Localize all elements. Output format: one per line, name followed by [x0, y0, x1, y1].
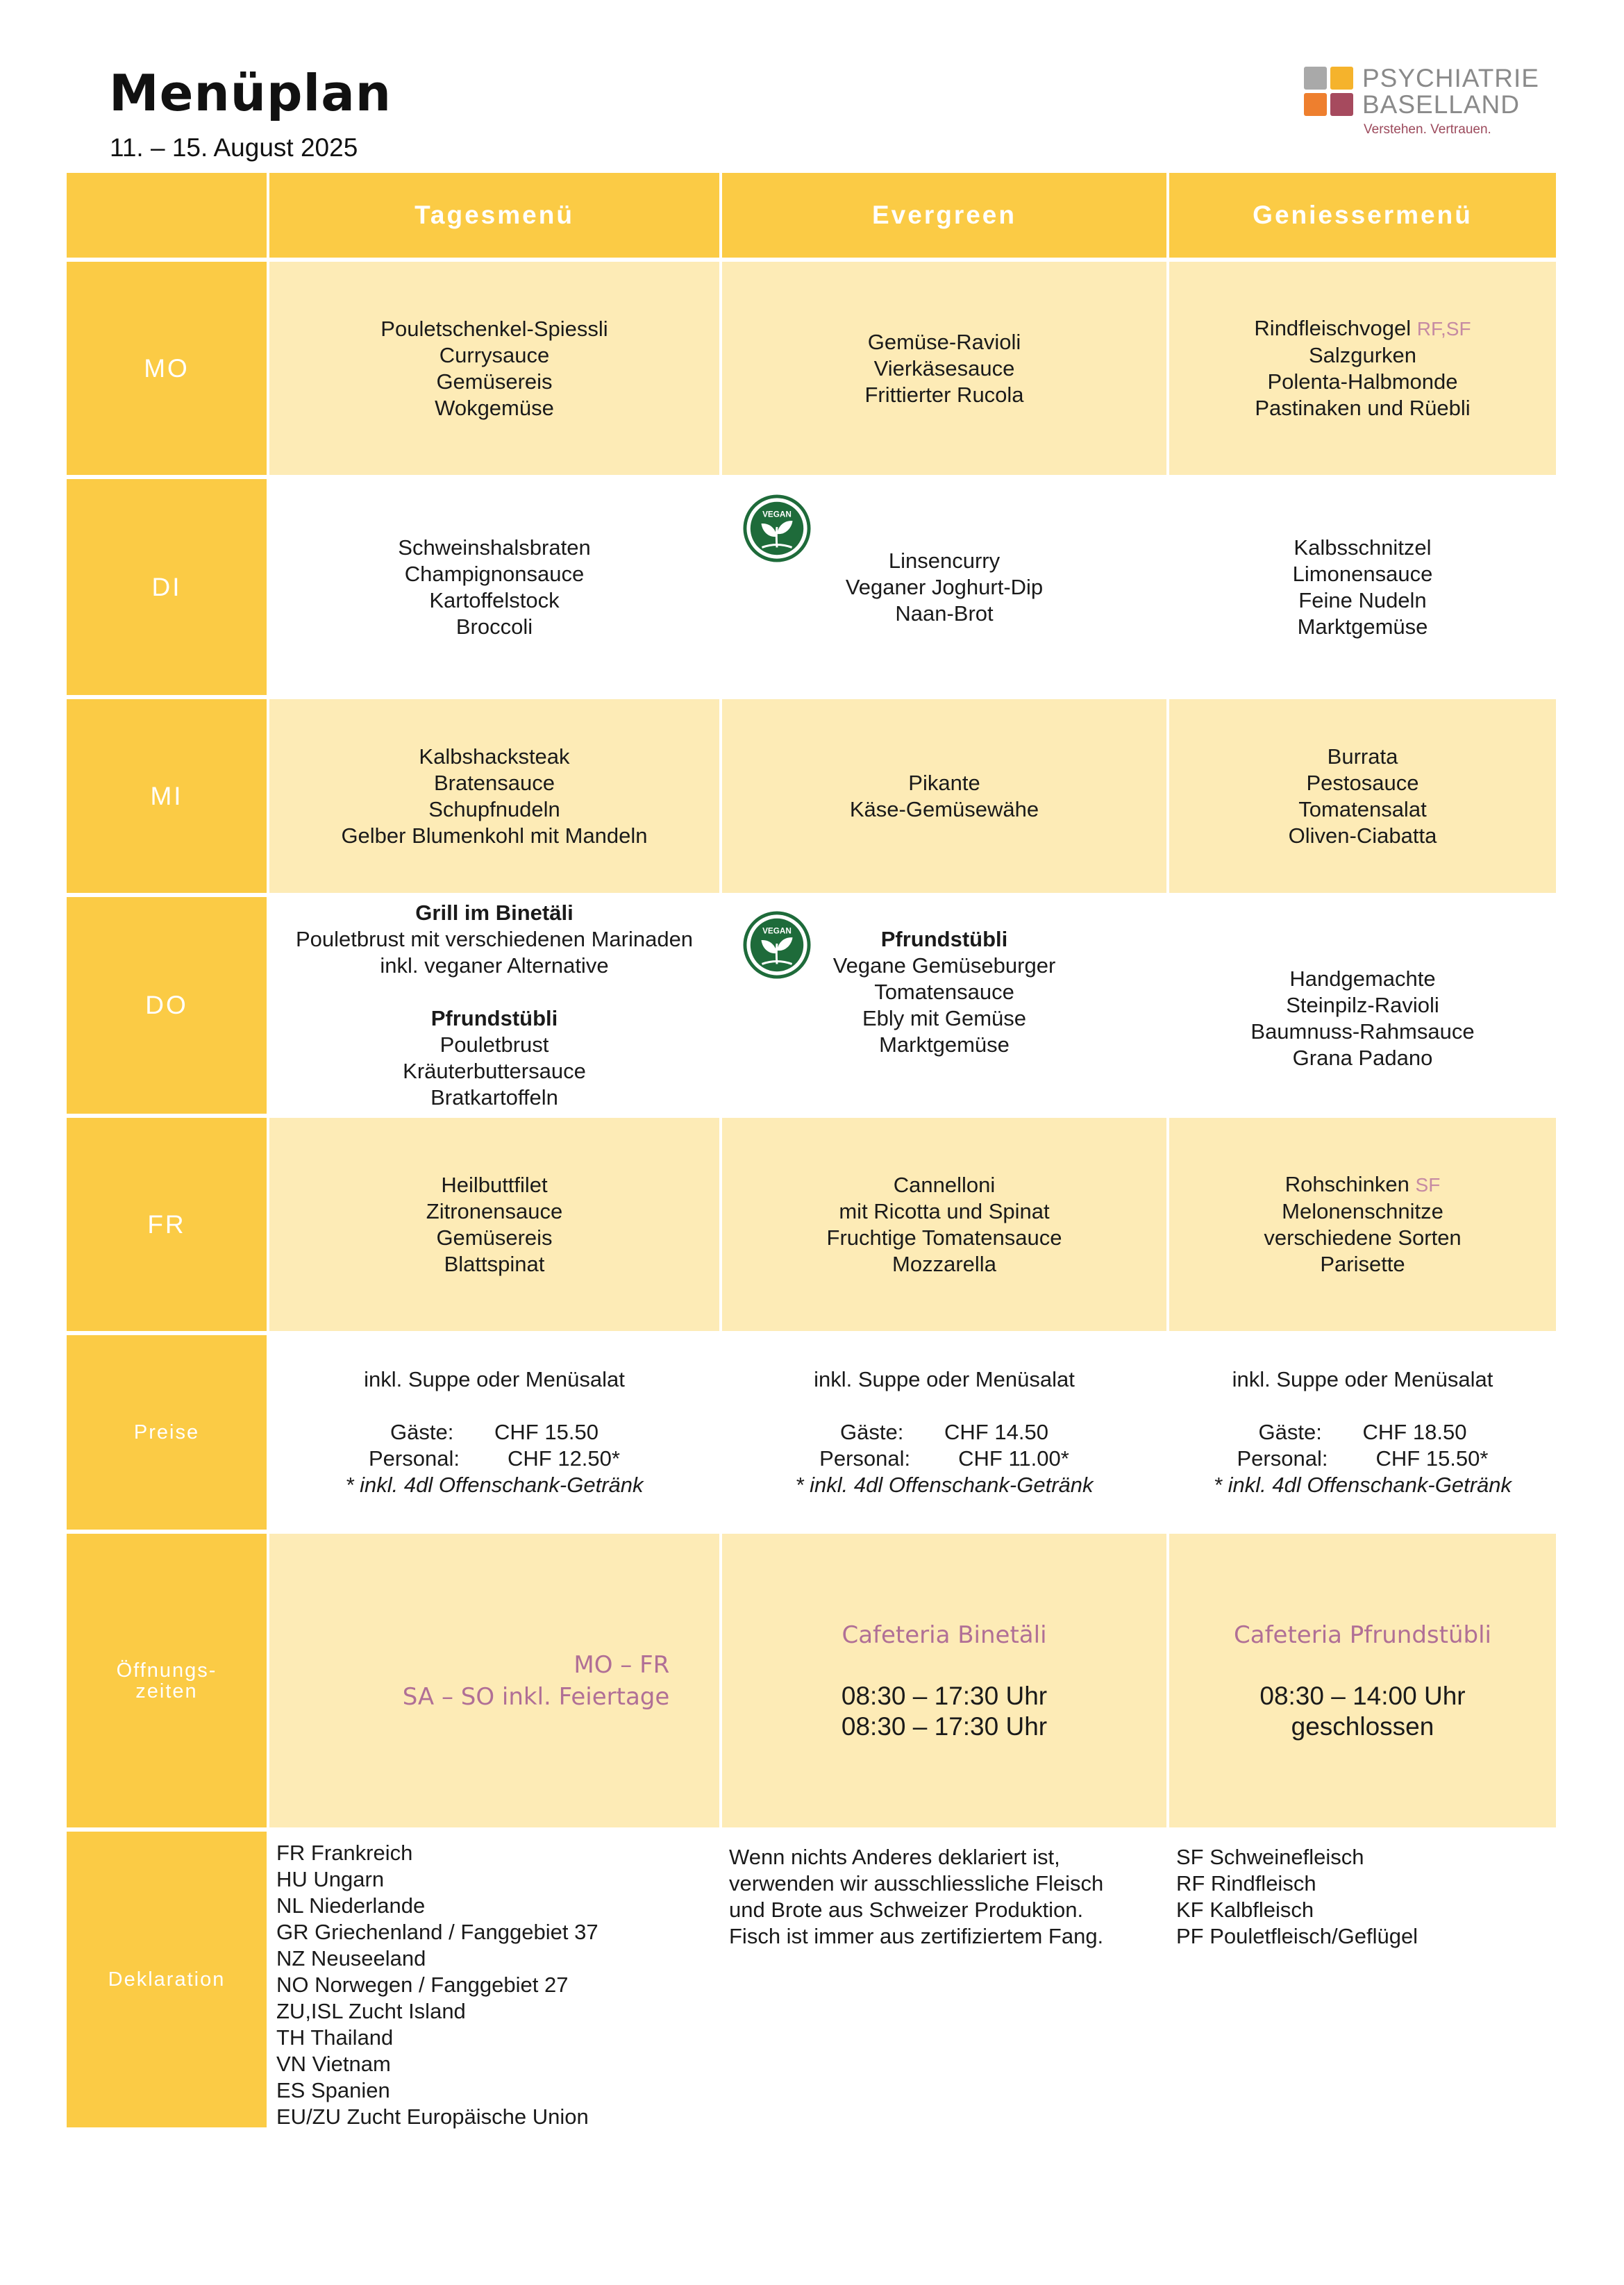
logo-square-orange: [1304, 93, 1327, 116]
day-label-do: DO: [67, 897, 267, 1114]
price-cell-tagesmenu: [269, 1335, 719, 1530]
menu-line: Heilbuttfilet: [441, 1172, 548, 1197]
menu-cell-di-tagesmenu: [269, 479, 719, 695]
price-row-staff: [345, 1446, 643, 1472]
price-row-staff: [1214, 1446, 1512, 1472]
logo-square-yellow: [1330, 67, 1353, 90]
opening-weekday-label: MO – FR: [574, 1650, 670, 1679]
logo-square-maroon: [1330, 93, 1353, 116]
menu-line: Kalbshacksteak: [419, 744, 570, 769]
menu-line: Käse-Gemüsewähe: [849, 796, 1039, 821]
origin-line: EU/ZU Zucht Europäische Union: [276, 2104, 589, 2129]
price-note: * inkl. 4dl Offenschank-Getränk: [795, 1473, 1094, 1497]
menu-line: Currysauce: [439, 342, 550, 367]
menu-cell-do-tagesmenu: [269, 897, 719, 1114]
menu-line: Kalbsschnitzel: [1294, 535, 1432, 560]
menu-line: Gemüse-Ravioli: [867, 329, 1021, 354]
spacer: [345, 1393, 643, 1419]
menu-line: Cannelloni: [893, 1172, 996, 1197]
origin-line: HU Ungarn: [276, 1867, 385, 1891]
page-title: Menüplan: [109, 64, 392, 122]
opening-weekend-label: SA – SO inkl. Feiertage: [402, 1682, 670, 1711]
origin-line: ZU,ISL Zucht Island: [276, 1999, 466, 2023]
menu-line: Bratkartoffeln: [430, 1085, 558, 1110]
menu-cell-mo-geniesser: [1169, 262, 1556, 475]
price-staff-label: Personal:: [369, 1446, 460, 1471]
date-range: 11. – 15. August 2025: [110, 133, 358, 162]
menu-line: Champignonsauce: [404, 561, 585, 586]
menu-line: Schupfnudeln: [428, 796, 560, 821]
opening-cell-pfrundstuebli: [1169, 1534, 1556, 1827]
meat-line: PF Pouletfleisch/Geflügel: [1176, 1924, 1418, 1948]
menu-line-text: Rohschinken: [1284, 1172, 1409, 1196]
price-staff-value: CHF 12.50*: [508, 1446, 620, 1471]
menu-line: Bratensauce: [433, 770, 555, 795]
menu-cell-do-evergreen: [722, 897, 1166, 1114]
meat-line: KF Kalbfleisch: [1176, 1898, 1314, 1922]
spacer: [296, 979, 693, 1005]
menu-line: mit Ricotta und Spinat: [839, 1198, 1050, 1223]
day-label-mo: MO: [67, 262, 267, 475]
menu-line: Pastinaken und Rüebli: [1255, 396, 1471, 420]
menu-line: Pikante: [908, 770, 980, 795]
logo-square-gray: [1304, 67, 1327, 90]
menu-line: Vegane Gemüseburger: [832, 953, 1056, 978]
menu-table: [67, 173, 1557, 2148]
origin-line: VN Vietnam: [276, 2052, 391, 2076]
menu-line: Pouletbrust: [440, 1032, 549, 1057]
price-note: * inkl. 4dl Offenschank-Getränk: [1213, 1473, 1512, 1497]
price-row-guest: [1214, 1419, 1512, 1446]
origin-line: NZ Neuseeland: [276, 1946, 426, 1970]
menu-line: Tomatensauce: [874, 980, 1014, 1004]
menu-cell-fr-geniesser: [1169, 1118, 1556, 1331]
menu-line: Vierkäsesauce: [873, 355, 1015, 380]
menu-line: inkl. veganer Alternative: [380, 953, 609, 978]
opening-weekend-hours: 08:30 – 17:30 Uhr: [841, 1711, 1048, 1741]
opening-weekday-hours: 08:30 – 17:30 Uhr: [841, 1681, 1048, 1710]
logo-line-2: BASELLAND: [1362, 90, 1520, 119]
menu-line: [1264, 1171, 1461, 1198]
location-heading: Pfrundstübli: [880, 927, 1008, 951]
opening-days-cell: [269, 1534, 719, 1827]
header-corner: [67, 173, 267, 258]
menu-line: Kräuterbuttersauce: [403, 1059, 586, 1083]
menu-line: Frittierter Rucola: [864, 382, 1024, 407]
note-line: und Brote aus Schweizer Produktion.: [729, 1898, 1084, 1922]
menu-line: Pouletbrust mit verschiedenen Marinaden: [295, 927, 694, 951]
menu-line: Polenta-Halbmonde: [1267, 369, 1458, 394]
menu-cell-mo-tagesmenu: [269, 262, 719, 475]
menu-line: Pestosauce: [1306, 770, 1419, 795]
price-guest-label: Gäste:: [1258, 1420, 1322, 1444]
menu-cell-fr-evergreen: [722, 1118, 1166, 1331]
cafeteria-name: Cafeteria Pfrundstübli: [1234, 1621, 1491, 1649]
row-label-prices: Preise: [67, 1335, 267, 1530]
price-row-staff: [795, 1446, 1093, 1472]
menu-line: Tomatensalat: [1298, 796, 1427, 821]
row-label-opening-hours: [67, 1534, 267, 1827]
opening-cell-binetaeli: [722, 1534, 1166, 1827]
price-guest-value: CHF 15.50: [494, 1420, 598, 1444]
day-label-di: DI: [67, 479, 267, 695]
vegan-badge-icon: [743, 911, 811, 979]
price-guest-label: Gäste:: [840, 1420, 904, 1444]
menu-line: Mozzarella: [892, 1251, 996, 1276]
price-guest-value: CHF 18.50: [1362, 1420, 1467, 1444]
price-staff-value: CHF 15.50*: [1375, 1446, 1489, 1471]
day-label-mi: MI: [67, 699, 267, 893]
menu-line: Burrata: [1327, 744, 1398, 769]
menu-cell-di-geniesser: [1169, 479, 1556, 695]
menu-line: Fruchtige Tomatensauce: [826, 1225, 1062, 1250]
price-row-guest: [345, 1419, 643, 1446]
opening-weekday-hours: 08:30 – 14:00 Uhr: [1259, 1681, 1466, 1710]
column-header-evergreen: Evergreen: [722, 173, 1166, 258]
declaration-origins: [269, 1832, 719, 2127]
origin-line: ES Spanien: [276, 2078, 390, 2102]
menu-cell-do-geniesser: [1169, 897, 1556, 1114]
menu-cell-mi-geniesser: [1169, 699, 1556, 893]
location-heading: Grill im Binetäli: [415, 901, 574, 925]
menu-line: Pouletschenkel-Spiessli: [380, 316, 608, 341]
origin-line: TH Thailand: [276, 2025, 394, 2050]
menu-line: Marktgemüse: [1297, 614, 1428, 639]
spacer: [795, 1393, 1093, 1419]
price-row-guest: [795, 1419, 1093, 1446]
vegan-badge-icon: [743, 494, 811, 562]
column-header-geniessermenu: Geniessermenü: [1169, 173, 1556, 258]
menu-line: Broccoli: [455, 614, 533, 639]
menu-line: verschiedene Sorten: [1264, 1225, 1462, 1250]
menu-line: Gemüsereis: [436, 369, 553, 394]
price-guest-label: Gäste:: [390, 1420, 454, 1444]
menu-line: Marktgemüse: [879, 1032, 1010, 1057]
origin-line: NL Niederlande: [276, 1893, 426, 1918]
menu-line: Schweinshalsbraten: [398, 535, 591, 560]
menu-line: Linsencurry: [888, 548, 1001, 573]
menu-cell-di-evergreen: [722, 479, 1166, 695]
price-staff-label: Personal:: [819, 1446, 911, 1471]
menu-line: Zitronensauce: [426, 1198, 563, 1223]
opening-label-line-1: Öffnungs-: [116, 1659, 217, 1682]
meat-origin-mark: SF: [1415, 1174, 1441, 1196]
price-staff-label: Personal:: [1237, 1446, 1328, 1471]
row-label-declaration: Deklaration: [67, 1832, 267, 2127]
note-line: Wenn nichts Anderes deklariert ist,: [729, 1845, 1060, 1869]
vegan-badge-text: VEGAN: [762, 510, 792, 519]
price-included: inkl. Suppe oder Menüsalat: [364, 1367, 625, 1391]
price-included: inkl. Suppe oder Menüsalat: [1232, 1367, 1493, 1391]
menu-line: Oliven-Ciabatta: [1288, 823, 1437, 848]
menu-line: Feine Nudeln: [1298, 587, 1427, 612]
menu-line: Gelber Blumenkohl mit Mandeln: [341, 823, 648, 848]
menu-line: Veganer Joghurt-Dip: [845, 574, 1044, 599]
menu-line: Baumnuss-Rahmsauce: [1250, 1019, 1475, 1044]
meat-line: RF Rindfleisch: [1176, 1871, 1316, 1895]
cafeteria-name: Cafeteria Binetäli: [842, 1621, 1047, 1649]
menu-cell-mo-evergreen: [722, 262, 1166, 475]
meat-line: SF Schweinefleisch: [1176, 1845, 1364, 1869]
menu-line: Blattspinat: [444, 1251, 545, 1276]
menu-line: Steinpilz-Ravioli: [1286, 993, 1439, 1017]
menu-line-text: Rindfleischvogel: [1254, 316, 1412, 340]
price-note: * inkl. 4dl Offenschank-Getränk: [345, 1473, 644, 1497]
logo-line-1: PSYCHIATRIE: [1362, 64, 1539, 92]
menu-line: [1254, 315, 1471, 342]
day-label-fr: FR: [67, 1118, 267, 1331]
menu-line: Melonenschnitze: [1282, 1199, 1443, 1223]
note-line: verwenden wir ausschliessliche Fleisch: [729, 1871, 1104, 1895]
price-staff-value: CHF 11.00*: [958, 1446, 1069, 1471]
price-included: inkl. Suppe oder Menüsalat: [814, 1367, 1075, 1391]
menu-line: Wokgemüse: [435, 395, 554, 420]
price-cell-geniesser: [1169, 1335, 1556, 1530]
spacer: [1214, 1393, 1512, 1419]
menu-line: Handgemachte: [1289, 966, 1436, 991]
declaration-note: [722, 1832, 1166, 2127]
opening-label-line-2: zeiten: [135, 1680, 198, 1702]
price-guest-value: CHF 14.50: [944, 1420, 1048, 1444]
menu-cell-fr-tagesmenu: [269, 1118, 719, 1331]
menu-cell-mi-evergreen: [722, 699, 1166, 893]
opening-weekend-hours: geschlossen: [1291, 1711, 1434, 1741]
menu-line: Grana Padano: [1292, 1046, 1433, 1070]
origin-line: NO Norwegen / Fanggebiet 27: [276, 1973, 569, 1997]
menu-line: Parisette: [1320, 1252, 1405, 1276]
menu-line: Kartoffelstock: [429, 587, 560, 612]
menu-line: Limonensauce: [1292, 561, 1433, 586]
menu-line: Naan-Brot: [895, 601, 994, 626]
location-heading: Pfrundstübli: [430, 1006, 558, 1030]
logo-tagline: Verstehen. Vertrauen.: [1364, 122, 1491, 137]
menu-line: Salzgurken: [1308, 343, 1417, 367]
meat-origin-mark: RF,SF: [1416, 318, 1471, 340]
origin-line: FR Frankreich: [276, 1841, 413, 1865]
origin-line: GR Griechenland / Fanggebiet 37: [276, 1920, 598, 1944]
note-line: Fisch ist immer aus zertifiziertem Fang.: [729, 1924, 1104, 1948]
menu-line: Gemüsereis: [436, 1225, 553, 1250]
menu-line: Ebly mit Gemüse: [862, 1006, 1026, 1030]
column-header-tagesmenu: Tagesmenü: [269, 173, 719, 258]
price-cell-evergreen: [722, 1335, 1166, 1530]
psychiatrie-baselland-logo: [1304, 64, 1554, 143]
vegan-badge-text: VEGAN: [762, 926, 792, 936]
declaration-meats: [1169, 1832, 1556, 2127]
menu-cell-mi-tagesmenu: [269, 699, 719, 893]
